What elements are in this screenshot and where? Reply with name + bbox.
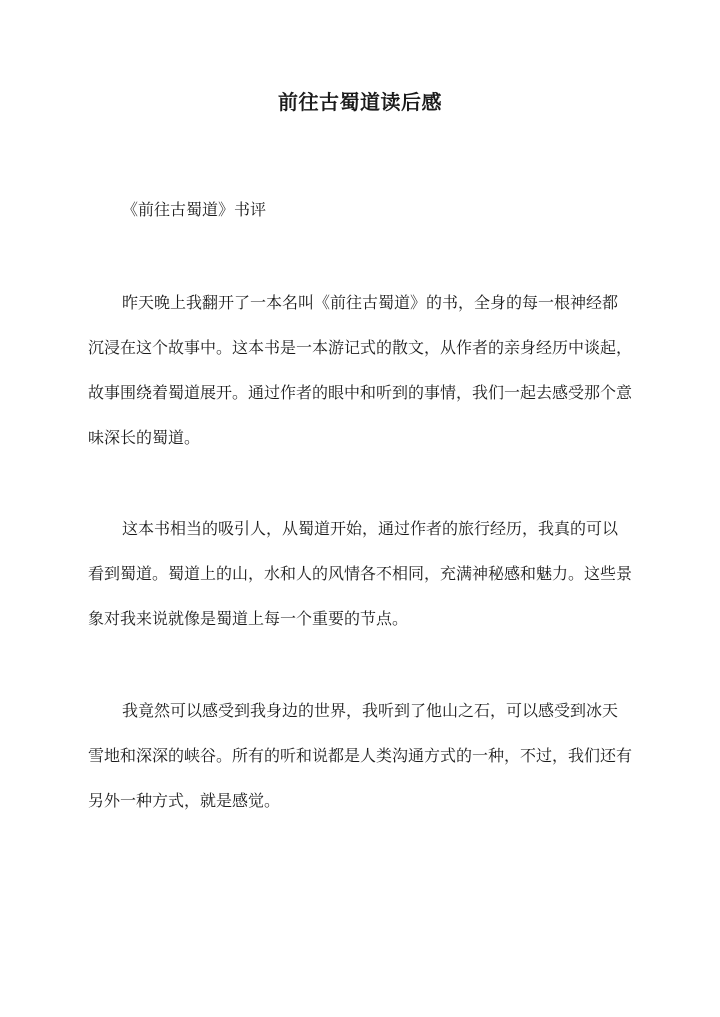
document-subtitle: 《前往古蜀道》书评 [122, 200, 267, 219]
paragraph-1: 昨天晚上我翻开了一本名叫《前往古蜀道》的书，全身的每一根神经都沉浸在这个故事中。这本书是一本游记式的散文，从作者的亲身经历中谈起，故事围绕着蜀道展开。通过作者的眼中和听到的事情，我们一起去感受那个意味深长的蜀道。 [88, 293, 633, 447]
paragraph-2: 这本书相当的吸引人，从蜀道开始，通过作者的旅行经历，我真的可以看到蜀道。蜀道上的山，水和人的风情各不相同，充满神秘感和魅力。这些景象对我来说就像是蜀道上每一个重要的节点。 [88, 519, 633, 628]
page-title: 前往古蜀道读后感 [278, 90, 442, 114]
paragraph-3: 我竟然可以感受到我身边的世界，我听到了他山之石，可以感受到冰天雪地和深深的峡谷。所有的听和说都是人类沟通方式的一种，不过，我们还有另外一种方式，就是感觉。 [88, 701, 633, 810]
